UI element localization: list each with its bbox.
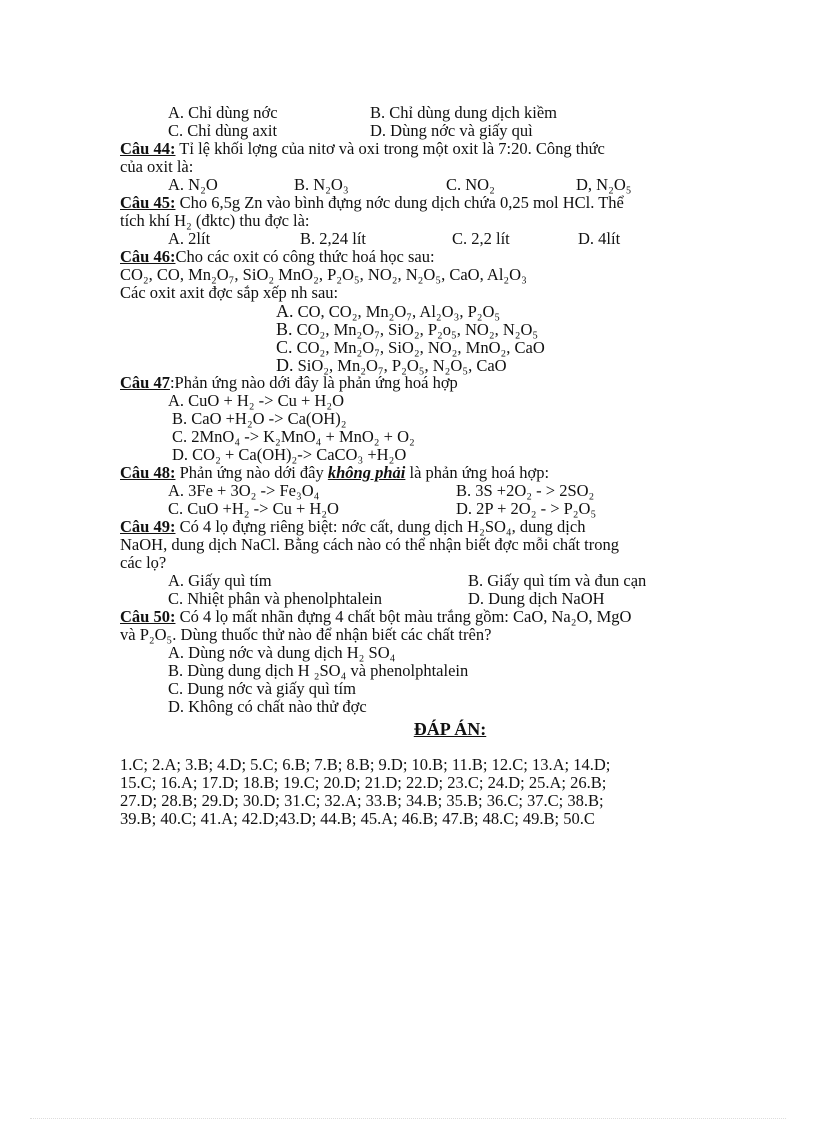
q45-label: Câu 45: [120,193,176,212]
q46-option-b-letter: B. [276,319,293,339]
q45-text-2: tích khí H₂ (đktc) thu đợc là: [120,211,310,230]
quiz-document [120,104,720,828]
q47-option-b: B. CaO +H₂O -> Ca(OH)₂ [172,409,347,428]
q50-option-d-row [120,698,720,716]
q49-text-3: các lọ? [120,553,167,572]
q45-stem [120,194,720,212]
q46-option-a-letter: A. [276,301,294,321]
answer-key-line: 39.B; 40.C; 41.A; 42.D;43.D; 44.B; 45.A; 46.B; 47.B; 48.C; 49.B; 50.C [120,809,595,828]
q44-option-d: D, N₂O₅ [576,175,632,194]
q46-text: Cho các oxit có công thức hoá học sau: [175,247,435,266]
q44-options [120,176,720,194]
q43-option-b: B. Chỉ dùng dung dịch kiềm [370,103,557,122]
q48-option-d: D. 2P + 2O₂ - > P₂O₅ [456,499,597,518]
answer-key-title: ĐÁP ÁN: [413,719,487,739]
q43-option-c: C. Chỉ dùng axit [168,121,278,140]
q49-options-row-1 [120,572,720,590]
q50-text: Có 4 lọ mất nhãn đựng 4 chất bột màu trắng gồm: CaO, Na₂O, MgO [175,607,632,626]
q47-text: :Phản ứng nào dới đây là phản ứng hoá hợp [169,373,458,392]
q48-text-post: là phản ứng hoá hợp: [405,463,550,482]
q44-text: Tỉ lệ khối lợng của nitơ và oxi trong một oxit là 7:20. Công thức [175,139,605,158]
q48-options-row-1 [120,482,720,500]
q45-option-d: D. 4lít [578,229,621,248]
q49-option-a: A. Giấy quì tím [168,571,272,590]
q43-options-row-2 [120,122,720,140]
q45-options [120,230,720,248]
q50-option-b-row [120,662,720,680]
q50-text-2: và P₂O₅. Dùng thuốc thử nào để nhận biết các chất trên? [120,625,492,644]
q48-text-pre: Phản ứng nào dới đây [175,463,328,482]
q49-text: Có 4 lọ đựng riêng biệt: nớc cất, dung dịch H₂SO₄, dung dịch [175,517,586,536]
q46-option-d: SiO₂, Mn₂O₇, P₂O₅, N₂O₅, CaO [293,356,507,375]
q45-option-a: A. 2lít [168,229,211,248]
page-bottom-divider [30,1118,786,1119]
q50-option-b: B. Dùng dung dịch H ₂SO₄ và phenolphtalein [168,661,469,680]
q44-stem [120,140,720,158]
q50-option-c: C. Dung nớc và giấy quì tím [168,679,356,698]
q46-text-2: CO₂, CO, Mn₂O₇, SiO₂ MnO₂, P₂O₅, NO₂, N₂O₅, CaO, Al₂O₃ [120,265,527,284]
q49-options-row-2 [120,590,720,608]
q48-option-a: A. 3Fe + 3O₂ -> Fe₃O₄ [168,481,320,500]
q45-option-b: B. 2,24 lít [300,229,367,248]
answer-key-line: 27.D; 28.B; 29.D; 30.D; 31.C; 32.A; 33.B; 34.B; 35.B; 36.C; 37.C; 38.B; [120,791,604,810]
q47-stem [120,374,720,392]
q47-option-b-row [120,410,720,428]
q48-text-emphasis: không phải [327,463,406,482]
q46-text-3: Các oxit axit đợc sắp xếp nh sau: [120,283,339,302]
q45-option-c: C. 2,2 lít [452,229,510,248]
q46-stem [120,248,720,266]
q46-label: Câu 46: [120,247,176,266]
q47-option-c-row [120,428,720,446]
q49-option-b: B. Giấy quì tím và đun cạn [468,571,647,590]
q50-option-a: A. Dùng nớc và dung dịch H₂ SO₄ [168,643,396,662]
q48-stem [120,464,720,482]
q43-option-d: D. Dùng nớc và giấy quì [370,121,533,140]
q46-option-d-letter: D. [276,355,294,375]
q46-option-a-row [120,302,720,320]
q46-option-c-letter: C. [276,337,293,357]
q48-option-c: C. CuO +H₂ -> Cu + H₂O [168,499,339,518]
q46-option-c: CO₂, Mn₂O₇, SiO₂, NO₂, MnO₂, CaO [292,338,545,357]
q48-label: Câu 48: [120,463,176,482]
q48-options-row-2 [120,500,720,518]
q45-text: Cho 6,5g Zn vào bình đựng nớc dung dịch chứa 0,25 mol HCl. Thể [175,193,624,212]
q44-text-2: của oxit là: [120,157,194,176]
q44-label: Câu 44: [120,139,176,158]
q43-option-a: A. Chỉ dùng nớc [168,103,278,122]
q47-label: Câu 47 [120,373,170,392]
q48-option-b: B. 3S +2O₂ - > 2SO₂ [456,481,595,500]
q46-option-c-row [120,338,720,356]
q45-stem-cont [120,212,720,230]
q43-options-row-1 [120,104,720,122]
q46-oxide-list [120,266,720,284]
answer-key-line: 15.C; 16.A; 17.D; 18.B; 19.C; 20.D; 21.D; 22.D; 23.C; 24.D; 25.A; 26.B; [120,773,607,792]
q49-text-2: NaOH, dung dịch NaCl. Bằng cách nào có thể nhận biết đợc mỗi chất trong [120,535,620,554]
q46-option-a: CO, CO₂, Mn₂O₇, Al₂O₃, P₂O₅ [293,302,501,321]
answer-key-line: 1.C; 2.A; 3.B; 4.D; 5.C; 6.B; 7.B; 8.B; 9.D; 10.B; 11.B; 12.C; 13.A; 14.D; [120,755,611,774]
q50-option-c-row [120,680,720,698]
q47-option-a: A. CuO + H₂ -> Cu + H₂O [168,391,345,410]
q47-option-c: C. 2MnO₄ -> K₂MnO₄ + MnO₂ + O₂ [172,427,415,446]
q47-option-d-row [120,446,720,464]
q46-option-d-row [120,356,720,374]
q46-option-b-row [120,320,720,338]
q50-stem [120,608,720,626]
q49-stem-cont-2 [120,554,720,572]
q50-label: Câu 50: [120,607,176,626]
q46-option-b: CO₂, Mn₂O₇, SiO₂, P₂o₅, NO₂, N₂O₅ [292,320,539,339]
q47-option-d: D. CO₂ + Ca(OH)₂-> CaCO₃ +H₂O [172,445,407,464]
q44-option-a: A. N₂O [168,175,218,194]
q49-label: Câu 49: [120,517,176,536]
q44-option-c: C. NO₂ [446,175,495,194]
q44-stem-cont [120,158,720,176]
q50-stem-cont [120,626,720,644]
q49-option-c: C. Nhiệt phân và phenolphtalein [168,589,382,608]
q44-option-b: B. N₂O₃ [294,175,349,194]
q50-option-d: D. Không có chất nào thử đợc [168,697,367,716]
q50-option-a-row [120,644,720,662]
q49-stem [120,518,720,536]
q46-stem-cont [120,284,720,302]
answer-key [120,756,680,828]
q49-option-d: D. Dung dịch NaOH [468,589,605,608]
q49-stem-cont [120,536,720,554]
q47-option-a-row [120,392,720,410]
